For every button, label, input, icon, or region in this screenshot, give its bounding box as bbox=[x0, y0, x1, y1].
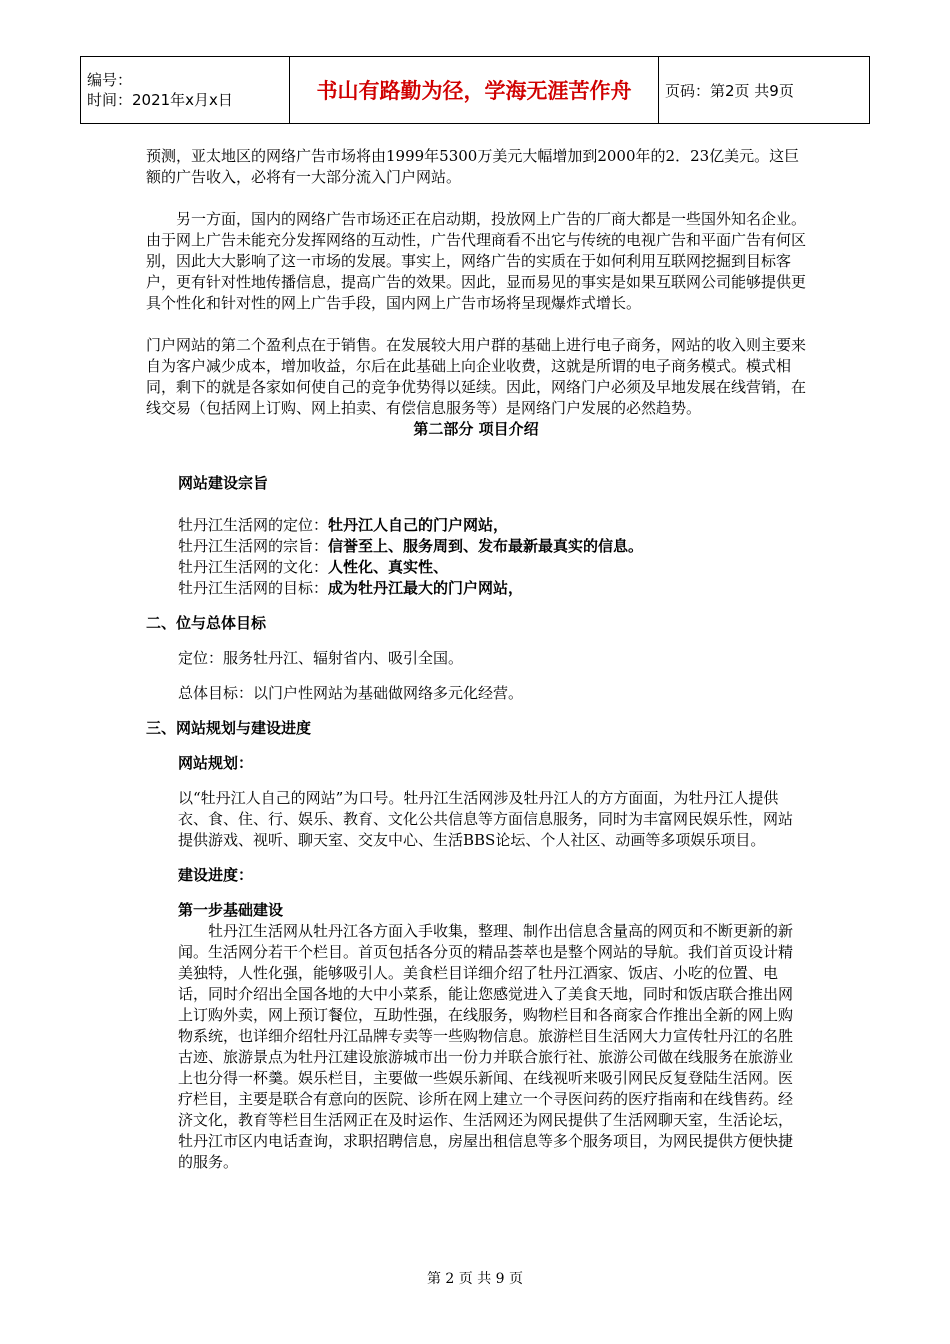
purpose-item-culture bbox=[178, 557, 806, 578]
page-footer: 第 2 页 共 9 页 bbox=[426, 1271, 524, 1287]
overall-goal-text: 总体目标：以门户性网站为基础做网络多元化经营。 bbox=[178, 684, 524, 702]
header-page-code: 页码：第2页 共9页 bbox=[659, 57, 870, 124]
progress-heading: 建设进度： bbox=[178, 866, 254, 884]
section2-title: 二、位与总体目标 bbox=[146, 614, 267, 632]
positioning-text: 定位：服务牡丹江、辐射省内、吸引全国。 bbox=[178, 649, 464, 667]
purpose-label: 牡丹江生活网的文化： bbox=[178, 558, 329, 576]
planning-text: 以“牡丹江人自己的网站”为口号。牡丹江生活网涉及牡丹江人的方方面面，为牡丹江人提供衣、食、住、行、娱乐、教育、文化公共信息等方面信息服务，同时为丰富网民娱乐性，网站提供游戏、视听、聊天室、交友中心、生活BBS论坛、个人社区、动画等多项娱乐项目。 bbox=[178, 789, 794, 849]
purpose-value: 人性化、真实性、 bbox=[328, 558, 449, 576]
purpose-list bbox=[146, 515, 806, 599]
step1-text: 牡丹江生活网从牡丹江各方面入手收集，整理、制作出信息含量高的网页和不断更新的新闻。生活网分若干个栏目。首页包括各分页的精品荟萃也是整个网站的导航。我们首页设计精美独特，人性化强，能够吸引人。美食栏目详细介绍了牡丹江酒家、饭店、小吃的位置、电话，同时介绍出全国各地的大中小菜系，能让您感觉进入了美食天地，同时和饭店联合推出网上订购外卖，网上预订餐位，互助性强，在线服务，购物栏目和各商家合作推出全新的网上购物系统，也详细介绍牡丹江品牌专卖等一些购物信息。旅游栏目生活网大力宣传牡丹江的名胜古迹、旅游景点为牡丹江建设旅游城市出一份力并联合旅行社、旅游公司做在线服务在旅游业上也分得一杯羹。娱乐栏目，主要做一些娱乐新闻、在线视听来吸引网民反复登陆生活网。医疗栏目，主要是联合有意向的医院、诊所在网上建立一个寻医问药的医疗指南和在线售药。经济文化，教育等栏目生活网正在及时运作、生活网还为网民提供了生活网聊天室，生活论坛，牡丹江市区内电话查询，求职招聘信息，房屋出租信息等多个服务项目，为网民提供方便快捷的服务。 bbox=[178, 922, 794, 1171]
purpose-item-tenet bbox=[178, 536, 806, 557]
header-motto: 书山有路勤为径，学海无涯苦作舟 bbox=[290, 57, 659, 124]
purpose-label: 牡丹江生活网的目标： bbox=[178, 579, 329, 597]
section3-title: 三、网站规划与建设进度 bbox=[146, 719, 312, 737]
purpose-heading: 网站建设宗旨 bbox=[178, 474, 269, 492]
header-meta-cell bbox=[81, 57, 290, 124]
paragraph-ad-forecast: 预测，亚太地区的网络广告市场将由1999年5300万美元大幅增加到2000年的2．23亿美元。这巨额的广告收入，必将有一大部分流入门户网站。 bbox=[146, 147, 800, 186]
purpose-item-positioning bbox=[178, 515, 806, 536]
planning-heading: 网站规划： bbox=[178, 754, 254, 772]
purpose-value: 成为牡丹江最大的门户网站， bbox=[328, 579, 524, 597]
document-time-label: 时间：2021年x月x日 bbox=[87, 91, 233, 109]
purpose-value: 牡丹江人自己的门户网站， bbox=[328, 516, 509, 534]
paragraph-sales-profit: 门户网站的第二个盈利点在于销售。在发展较大用户群的基础上进行电子商务，网站的收入则主要来自为客户减少成本，增加收益，尔后在此基础上向企业收费，这就是所谓的电子商务模式。模式相同，剩下的就是各家如何使自己的竞争优势得以延续。因此，网络门户必须及早地发展在线营销，在线交易（包括网上订购、网上拍卖、有偿信息服务等）是网络门户发展的必然趋势。 bbox=[146, 336, 807, 417]
purpose-label: 牡丹江生活网的宗旨： bbox=[178, 537, 329, 555]
header-table bbox=[80, 56, 870, 124]
document-number-label: 编号： bbox=[87, 71, 133, 89]
part2-title: 第二部分 项目介绍 bbox=[413, 420, 539, 438]
document-body bbox=[146, 146, 806, 1173]
purpose-item-goal bbox=[178, 578, 806, 599]
paragraph-domestic-ad-market: 另一方面，国内的网络广告市场还正在启动期，投放网上广告的厂商大都是一些国外知名企业。由于网上广告未能充分发挥网络的互动性，广告代理商看不出它与传统的电视广告和平面广告有何区别，因此大大影响了这一市场的发展。事实上，网络广告的实质在于如何利用互联网挖掘到目标客户，更有针对性地传播信息，提高广告的效果。因此，显而易见的事实是如果互联网公司能够提供更具个性化和针对性的网上广告手段，国内网上广告市场将呈现爆炸式增长。 bbox=[146, 210, 807, 312]
purpose-value: 信誉至上、服务周到、发布最新最真实的信息。 bbox=[328, 537, 644, 555]
step1-heading: 第一步基础建设 bbox=[178, 901, 284, 919]
purpose-label: 牡丹江生活网的定位： bbox=[178, 516, 329, 534]
